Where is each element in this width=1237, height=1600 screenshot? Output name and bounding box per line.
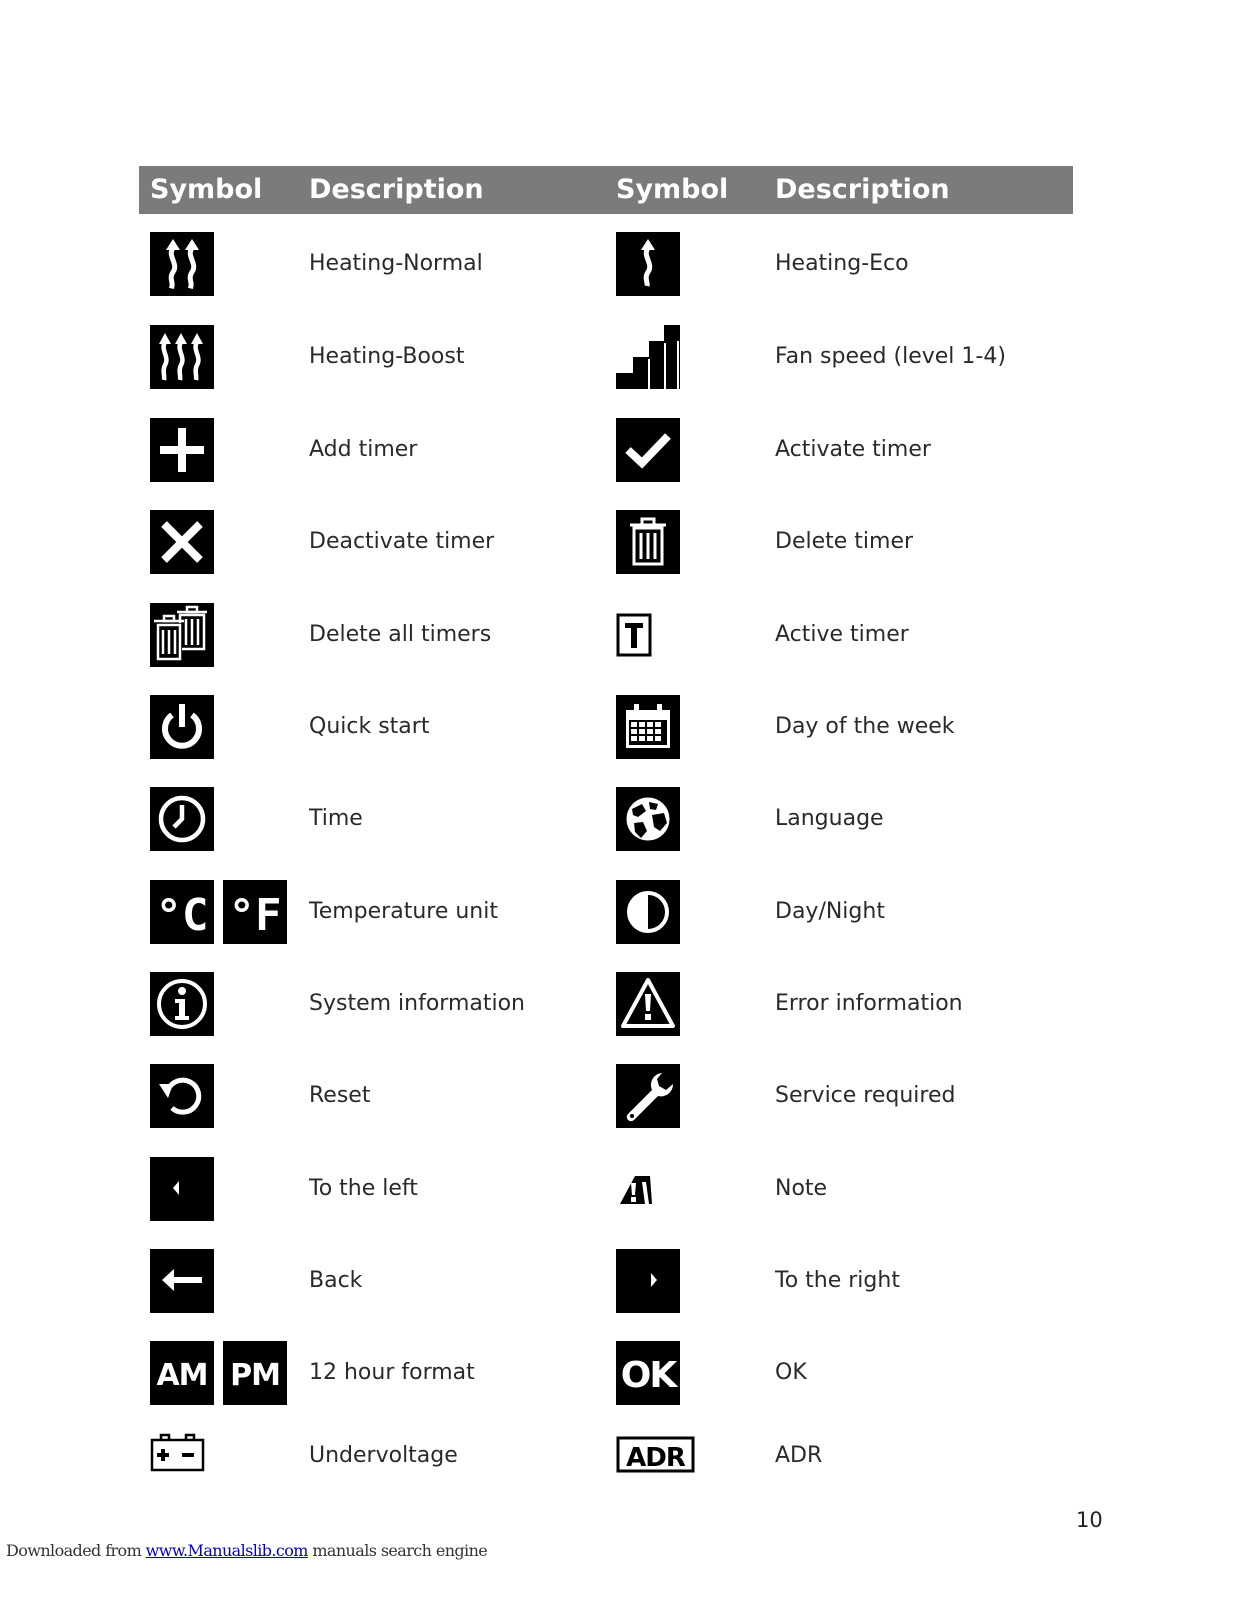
trash-icon <box>616 510 680 574</box>
am-label: AM <box>156 1358 208 1393</box>
page-number: 10 <box>1076 1508 1103 1532</box>
header-description-left: Description <box>309 174 484 205</box>
description-text: Active timer <box>775 622 909 647</box>
description-text: To the left <box>309 1176 418 1201</box>
header-symbol-right: Symbol <box>616 174 729 205</box>
table-row <box>139 1341 1073 1405</box>
description-text: OK <box>775 1360 807 1385</box>
adr-label: ADR <box>626 1443 685 1473</box>
description-text: Add timer <box>309 437 418 462</box>
arrow-right-small-icon <box>616 1249 680 1313</box>
table-row <box>139 787 1073 851</box>
footer-prefix: Downloaded from <box>6 1541 146 1560</box>
info-icon <box>150 972 214 1036</box>
table-row <box>139 972 1073 1036</box>
description-text: 12 hour format <box>309 1360 475 1385</box>
trash-multiple-icon <box>150 603 214 667</box>
description-text: Delete all timers <box>309 622 492 647</box>
description-text: System information <box>309 991 526 1016</box>
description-text: Delete timer <box>775 529 914 554</box>
fan-speed-icon <box>616 325 680 389</box>
table-row <box>139 880 1073 944</box>
description-text: Day of the week <box>775 714 955 739</box>
ok-icon <box>616 1341 680 1405</box>
description-text: Back <box>309 1268 363 1293</box>
heating-eco-icon <box>616 232 680 296</box>
fahrenheit-label: °F <box>228 890 282 941</box>
table-row <box>139 695 1073 759</box>
warning-triangle-icon <box>616 972 680 1036</box>
download-footer <box>6 1541 487 1560</box>
table-row <box>139 325 1073 389</box>
heating-boost-icon <box>150 325 214 389</box>
pm-label: PM <box>230 1358 280 1393</box>
ok-label: OK <box>620 1355 676 1396</box>
table-row <box>139 510 1073 574</box>
adr-icon <box>616 1424 696 1488</box>
cross-icon <box>150 510 214 574</box>
description-text: Language <box>775 806 884 831</box>
am-icon <box>150 1341 214 1405</box>
description-text: Activate timer <box>775 437 931 462</box>
description-text: Fan speed (level 1-4) <box>775 344 1006 369</box>
reset-arrow-icon <box>150 1064 214 1128</box>
header-symbol-left: Symbol <box>150 174 263 205</box>
description-text: Heating-Eco <box>775 251 909 276</box>
description-text: Service required <box>775 1083 956 1108</box>
wrench-icon <box>616 1064 680 1128</box>
table-row <box>139 1424 1073 1488</box>
description-text: Heating-Boost <box>309 344 465 369</box>
timer-t-icon <box>616 603 680 667</box>
celsius-label: °C <box>155 890 209 941</box>
day-night-icon <box>616 880 680 944</box>
heating-normal-icon <box>150 232 214 296</box>
description-text: Heating-Normal <box>309 251 483 276</box>
table-row <box>139 418 1073 482</box>
table-row <box>139 603 1073 667</box>
table-row <box>139 1064 1073 1128</box>
description-text: To the right <box>775 1268 900 1293</box>
fahrenheit-icon <box>223 880 287 944</box>
battery-icon <box>150 1424 214 1488</box>
power-icon <box>150 695 214 759</box>
description-text: Error information <box>775 991 963 1016</box>
table-row <box>139 1157 1073 1221</box>
footer-suffix: manuals search engine <box>307 1541 488 1560</box>
table-header <box>139 166 1073 214</box>
table-row <box>139 1249 1073 1313</box>
pm-icon <box>223 1341 287 1405</box>
description-text: Quick start <box>309 714 430 739</box>
globe-icon <box>616 787 680 851</box>
checkmark-icon <box>616 418 680 482</box>
arrow-left-small-icon <box>150 1157 214 1221</box>
description-text: Note <box>775 1176 828 1201</box>
table-row <box>139 232 1073 296</box>
description-text: Time <box>309 806 363 831</box>
description-text: Day/Night <box>775 899 885 924</box>
description-text: Temperature unit <box>309 899 498 924</box>
description-text: ADR <box>775 1443 823 1468</box>
header-description-right: Description <box>775 174 950 205</box>
celsius-icon <box>150 880 214 944</box>
plus-icon <box>150 418 214 482</box>
note-warning-icon <box>616 1157 680 1221</box>
description-text: Deactivate timer <box>309 529 495 554</box>
description-text: Undervoltage <box>309 1443 458 1468</box>
description-text: Reset <box>309 1083 371 1108</box>
manualslib-link[interactable]: www.Manualslib.com <box>145 1541 308 1560</box>
clock-icon <box>150 787 214 851</box>
back-arrow-icon <box>150 1249 214 1313</box>
calendar-icon <box>616 695 680 759</box>
